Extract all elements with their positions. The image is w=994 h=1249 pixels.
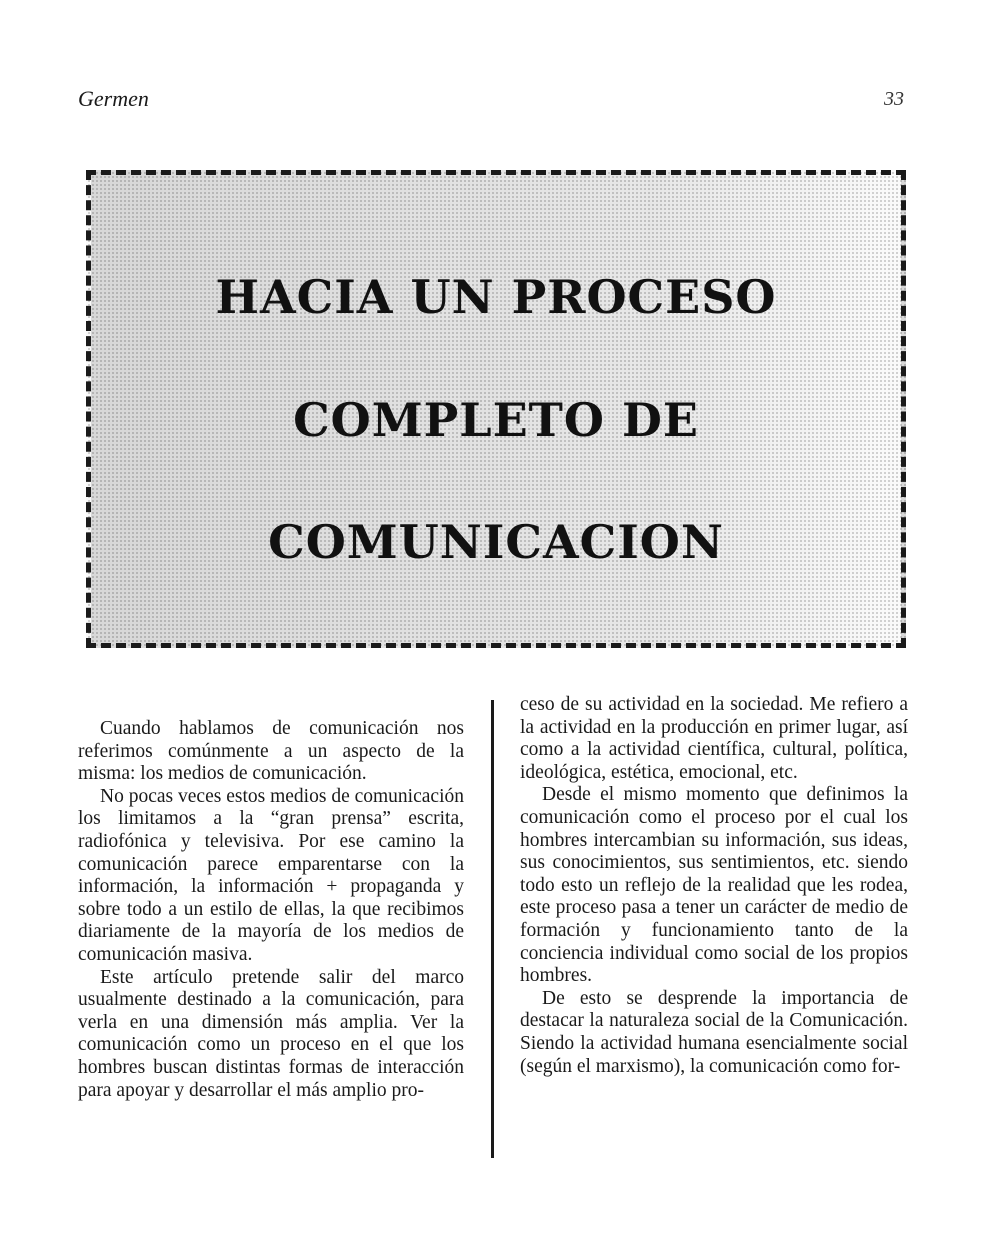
title-line-2: COMPLETO DE: [293, 393, 699, 447]
paragraph: No pocas veces estos medios de comunicación los limitamos a la “gran prensa” escrita, radiofónica y televisiva. Por ese camino la comunicación parece emparentarse con la información, la información + propaganda y sobre todo a un estilo de ellas, la que recibimos diariamente de la mayoría de los medios de comunicación masiva.: [78, 785, 464, 965]
title-line-1: HACIA UN PROCESO: [215, 270, 777, 324]
paragraph: De esto se desprende la importancia de destacar la naturaleza social de la Comunicación. Siendo la actividad humana esencialmente social (según el marxismo), la comunicación como for-: [520, 987, 908, 1077]
paragraph: Desde el mismo momento que definimos la comunicación como el proceso por el cual los hombres intercambian su información, sus ideas, sus conocimientos, sus sentimientos, etc. siendo todo esto un reflejo de la realidad que les rodea, este proceso pasa a tener un carácter de medio de formación y funcionamiento tanto de la conciencia individual como social de los propios hombres.: [520, 784, 908, 987]
right-column: [520, 694, 908, 1078]
page-number: 33: [884, 88, 904, 110]
title-banner: [86, 170, 906, 648]
column-divider: [491, 700, 494, 1158]
paragraph: ceso de su actividad en la sociedad. Me refiero a la actividad en la producción en primer lugar, así como a la actividad científica, cultural, política, ideológica, estética, emocional, etc.: [520, 694, 908, 783]
paragraph: Este artículo pretende salir del marco usualmente destinado a la comunicación, para verla en una dimensión más amplia. Ver la comunicación como un proceso en el que los hombres buscan distintas formas de interacción para apoyar y desarrollar el más amplio pro-: [78, 966, 464, 1101]
left-column: [78, 718, 464, 1102]
title-line-3: COMUNICACION: [268, 515, 724, 569]
paragraph: Cuando hablamos de comunicación nos referimos comúnmente a un aspecto de la misma: los medios de comunicación.: [78, 718, 464, 785]
journal-name: Germen: [78, 86, 149, 111]
